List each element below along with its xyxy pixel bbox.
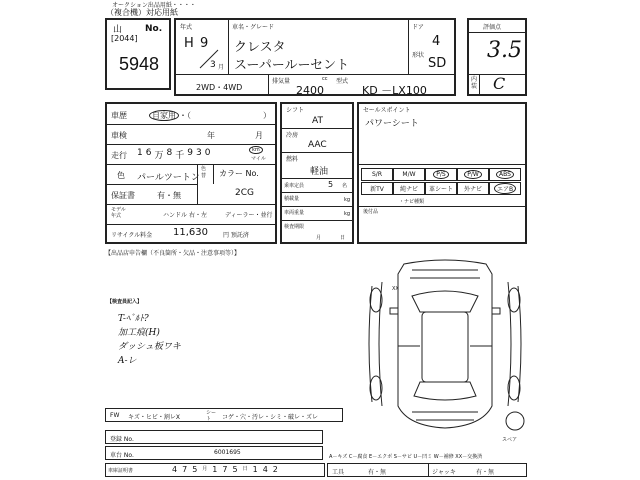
mileage-digit: 9 — [187, 148, 193, 158]
header-subtitle: （複合機）対応用紙 — [106, 8, 178, 17]
cert-digit: 7 — [182, 465, 188, 474]
tool-jack-row — [327, 463, 527, 477]
damage-xx-mark: XX — [392, 286, 399, 292]
seat-label: シート — [206, 410, 217, 422]
inspect-day-label: 日 — [340, 235, 346, 241]
car-name: クレスタ — [234, 40, 286, 55]
equipment-item-label: 革シート — [428, 186, 453, 193]
year-slash — [198, 48, 220, 70]
equipment-item — [489, 168, 521, 181]
fw-seat-row — [105, 408, 343, 422]
cert-row — [105, 463, 325, 477]
capacity: 5 — [328, 180, 334, 189]
mile-unit: マイル — [251, 156, 266, 162]
history-label: 車歴 — [111, 111, 127, 120]
cert-digit: 1 — [212, 465, 218, 474]
displacement: 2400 — [296, 84, 324, 97]
tool-value: 有・無 — [368, 469, 387, 476]
cert-digit: 4 — [172, 465, 178, 474]
interior-grade: C — [493, 74, 506, 93]
sales-label: セールスポイント — [363, 107, 411, 114]
equipment-item — [425, 168, 457, 181]
inspector-notes — [118, 312, 181, 368]
equipment-item-label: M/W — [402, 171, 416, 178]
header-top-text: オークション出品用紙・・・・ — [112, 2, 196, 9]
navi-note: ・ナビ種類 — [399, 199, 425, 205]
mountain-label: 山 — [113, 25, 123, 35]
equipment-item — [425, 182, 457, 195]
fuel: 軽油 — [310, 167, 329, 177]
doors: 4 — [432, 34, 441, 49]
sales-box — [357, 102, 527, 244]
ac: AAC — [308, 140, 327, 150]
displacement-label: 排気量 — [272, 78, 291, 85]
seat-value: コゲ・穴・汚レ・シミ・破レ・ズレ — [222, 414, 319, 421]
recycle-fee: 11,630 — [173, 227, 208, 238]
equipment-item — [361, 182, 393, 195]
damage-legend: A－キズ C－腐食 E－エクボ S－サビ U－凹ミ W－補修 XX－交換済 — [329, 454, 483, 460]
cert-digit: 2 — [272, 465, 278, 474]
drive-type: 2WD・4WD — [196, 83, 243, 92]
body: SD — [428, 56, 447, 71]
lot-code: [2044] — [111, 34, 138, 43]
equipment-item — [489, 182, 521, 195]
equipment-item — [393, 182, 425, 195]
equipment-item-label: ABS — [496, 170, 514, 179]
spare-tire-icon — [504, 410, 526, 432]
cert-label: 車庫証明書 — [108, 468, 134, 474]
handle-label: ハンドル — [163, 212, 188, 219]
cert-digit: 1 — [252, 465, 258, 474]
doors-label: ドア — [412, 24, 424, 31]
jack-value: 有・無 — [476, 469, 495, 476]
car-grade: スーパールーセント — [234, 58, 350, 73]
mileage-digit: 8 — [166, 148, 173, 158]
inspect-label: 検査期限 — [284, 224, 305, 230]
fw-value: キズ・ヒビ・割レX — [128, 414, 180, 421]
equipment-item-label: P/S — [433, 170, 448, 179]
cert-digit: 5 — [232, 465, 238, 474]
mileage-label: 走行 — [111, 151, 127, 160]
color-no-label: カラー No. — [219, 169, 259, 178]
inspector-note: 加工痕(H) — [118, 328, 160, 338]
name-label: 車名・グレード — [232, 24, 275, 31]
cert-digit: 5 — [192, 465, 198, 474]
cc-unit: cc — [322, 76, 328, 82]
cert-digit: 4 — [262, 465, 268, 474]
year-label: 年式 — [180, 24, 193, 31]
km-unit: km — [249, 146, 263, 154]
shift-label: シフト — [286, 107, 305, 114]
specs-box — [280, 102, 354, 244]
aftermarket-label: 後付品 — [363, 209, 379, 215]
equipment-item-label: P/W — [464, 170, 482, 179]
report-title: 【出品店申告欄（不良箇所・欠品・注意事項等）】 — [105, 250, 241, 257]
inspection-year-label: 年 — [207, 131, 215, 140]
fw-label: FW — [110, 412, 120, 419]
month-label: 月 — [218, 64, 225, 71]
mileage-unit: 万 — [154, 151, 164, 161]
mileage-digit: 1 — [137, 148, 143, 158]
history-paren: ・（ ） — [179, 111, 271, 120]
interior-label: 内装 — [471, 76, 478, 90]
score-box — [467, 18, 527, 96]
jack-label: ジャッキ — [432, 469, 456, 476]
handle: 右・左 — [189, 212, 208, 219]
reg-label: 登録 No. — [110, 436, 134, 443]
reg-row — [105, 430, 323, 444]
month: 3 — [210, 60, 216, 70]
score-label: 評価点 — [483, 24, 502, 31]
sales-point: パワーシート — [365, 119, 419, 129]
car-info-box — [174, 18, 456, 96]
inspector-note: ダッシュ板ワキ — [118, 342, 181, 352]
cert-values — [172, 465, 278, 474]
shift: AT — [312, 116, 323, 126]
cert-digit: 7 — [222, 465, 228, 474]
car-damage-diagram — [362, 256, 528, 432]
mileage-digit: 3 — [195, 148, 202, 158]
recycle-label: リサイクル料金 — [111, 232, 153, 239]
equipment-item-label: エアB — [494, 183, 516, 194]
inspect-month-label: 月 — [316, 235, 322, 241]
year-num: 9 — [200, 36, 209, 51]
color-code: 2CG — [235, 188, 254, 198]
equipment-item-label: S/R — [372, 171, 382, 178]
equipment-item — [457, 182, 489, 195]
history-box — [105, 102, 277, 244]
model: KD －LX100 — [362, 84, 427, 97]
mileage-digit: 0 — [204, 148, 211, 158]
spare-label: スペア — [502, 437, 518, 443]
body-label: 形状 — [412, 52, 425, 59]
cert-unit: 日 — [242, 466, 248, 472]
weight-unit: kg — [344, 211, 351, 217]
load-unit: kg — [344, 197, 351, 203]
chassis-no: 6001695 — [214, 449, 241, 456]
recycle-unit: 円 預託済 — [223, 232, 249, 239]
inspection-label: 車検 — [111, 131, 127, 140]
chassis-label: 車台 No. — [110, 452, 134, 459]
load-label: 積載量 — [284, 196, 300, 202]
inspection-month-label: 月 — [255, 131, 263, 140]
warranty-label: 保証書 — [111, 191, 135, 200]
color: パールツートン — [137, 173, 200, 183]
equipment-item — [457, 168, 489, 181]
year-era: H — [184, 36, 194, 51]
mileage-digit: 6 — [145, 148, 152, 158]
chassis-row — [105, 446, 323, 460]
model-year-label: モデル年式 — [111, 207, 126, 219]
dealer-label: ディーラー・並行 — [225, 212, 273, 219]
color-change-label: 色替 — [201, 166, 207, 179]
weight-label: 車両重量 — [284, 210, 305, 216]
equipment-item-label: 新TV — [370, 186, 384, 193]
mileage — [137, 148, 210, 161]
equipment-item-label: 純ナビ — [399, 186, 418, 193]
lot-box — [105, 18, 171, 90]
mileage-unit: 千 — [175, 151, 185, 161]
model-label: 型式 — [336, 78, 349, 85]
score-value: 3.5 — [487, 38, 522, 63]
warranty: 有・無 — [157, 191, 181, 200]
no-label: No. — [145, 24, 163, 34]
tool-label: 工具 — [332, 469, 345, 476]
inspector-label: 【検査員記入】 — [107, 299, 143, 305]
equipment-item — [393, 168, 425, 181]
cert-unit: 月 — [202, 466, 208, 472]
ac-label: 冷房 — [286, 132, 299, 139]
inspector-note: A-レ — [118, 356, 137, 366]
equipment-item-label: 外ナビ — [463, 186, 482, 193]
color-label: 色 — [117, 171, 125, 180]
inspector-note: T-ﾍﾞﾙﾄ? — [118, 314, 149, 324]
history-value: 自家用 — [149, 110, 179, 121]
equipment-item — [361, 168, 393, 181]
capacity-label: 乗車定員 — [284, 183, 305, 189]
lot-number: 5948 — [119, 54, 160, 74]
fuel-label: 燃料 — [286, 156, 299, 163]
capacity-unit: 名 — [342, 183, 348, 189]
equipment-grid — [361, 168, 523, 196]
